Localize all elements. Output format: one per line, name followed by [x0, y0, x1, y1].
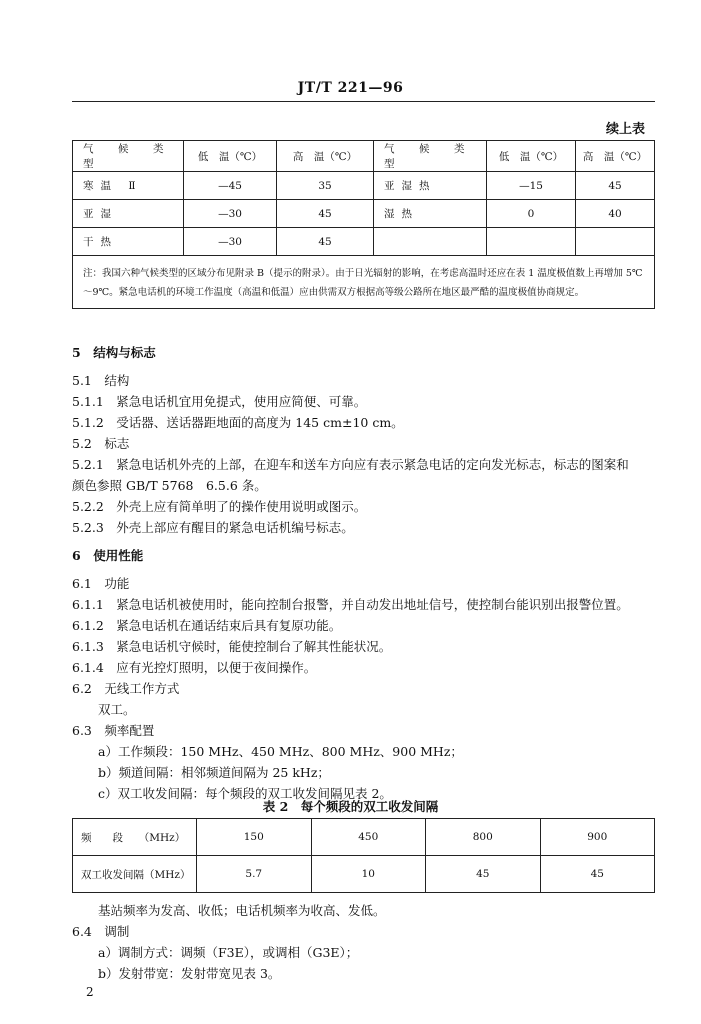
- table-cell: 0: [487, 200, 576, 228]
- table-header-row: [73, 141, 655, 172]
- clause-5-2-2: 5.2.2 外壳上应有简单明了的操作使用说明或图示。: [72, 499, 367, 514]
- clause-6-1-3: 6.1.3 紧急电话机守候时，能使控制台了解其性能状况。: [72, 639, 392, 654]
- table-cell: 800: [426, 819, 541, 856]
- duplex-spacing-table: [72, 818, 655, 893]
- section-6-title: 6 使用性能: [72, 548, 144, 563]
- table-cell: [374, 228, 487, 256]
- clause-6-3-a: a）工作频段：150 MHz、450 MHz、800 MHz、900 MHz；: [98, 744, 463, 759]
- clause-6-1-2: 6.1.2 紧急电话机在通话结束后具有复原功能。: [72, 618, 342, 633]
- clause-6-1-4: 6.1.4 应有光控灯照明，以便于夜间操作。: [72, 660, 317, 675]
- table-cell: 45: [576, 172, 655, 200]
- table-cell: 干热: [73, 228, 184, 256]
- table-cell: 频 段 （MHz）: [73, 819, 197, 856]
- table-cell: —30: [184, 200, 277, 228]
- clause-5-2-3: 5.2.3 外壳上部应有醒目的紧急电话机编号标志。: [72, 520, 354, 535]
- clause-6-1-1: 6.1.1 紧急电话机被使用时，能向控制台报警，并自动发出地址信号，使控制台能识别出报警位置。: [72, 597, 629, 612]
- clause-6-2-text: 双工。: [98, 702, 136, 717]
- table-row: [73, 819, 655, 856]
- clause-5-2-1: 5.2.1 紧急电话机外壳的上部，在迎车和送车方向应有表示紧急电话的定向发光标志，标志的图案和: [72, 457, 629, 472]
- table-cell: 湿热: [374, 200, 487, 228]
- table-header-cell: 气 候 类 型: [374, 141, 487, 172]
- document-code: JT/T 221—96: [297, 80, 404, 96]
- clause-6-4-b: b）发射带宽：发射带宽见表 3。: [98, 966, 281, 981]
- table-cell: 150: [197, 819, 312, 856]
- table-note: 注：我国六种气候类型的区域分布见附录 B（提示的附录）。由于日光辐射的影响，在考虑高温时还应在表 1 温度极值数上再增加 5℃～9℃。紧急电话机的环境工作温度（高温和低温）应由供需双方根据高等级公路所在地区最严酷的温度极值协商规定。: [73, 256, 655, 309]
- page-number: 2: [86, 985, 94, 999]
- table-row: [73, 856, 655, 893]
- table-cell: [576, 228, 655, 256]
- table-row: [73, 228, 655, 256]
- continued-label: 续上表: [605, 122, 645, 137]
- table-cell: —30: [184, 228, 277, 256]
- table-cell: 900: [540, 819, 655, 856]
- table-header-cell: 气 候 类 型: [73, 141, 184, 172]
- clause-6-4-a: a）调制方式：调频（F3E），或调相（G3E）；: [98, 945, 359, 960]
- table-cell: 10: [311, 856, 426, 893]
- section-5-title: 5 结构与标志: [72, 345, 156, 360]
- clause-6-4: 6.4 调制: [72, 924, 130, 939]
- table-cell: 双工收发间隔（MHz）: [73, 856, 197, 893]
- table-row: [73, 200, 655, 228]
- table-cell: 5.7: [197, 856, 312, 893]
- clause-5-2: 5.2 标志: [72, 436, 130, 451]
- frequency-note: 基站频率为发高、收低；电话机频率为收高、发低。: [98, 903, 386, 918]
- table-cell: 45: [277, 228, 374, 256]
- table-cell: [487, 228, 576, 256]
- climate-temperature-table: [72, 140, 655, 309]
- clause-5-2-1-cont: 颜色参照 GB/T 5768 6.5.6 条。: [72, 478, 267, 493]
- clause-5-1-1: 5.1.1 紧急电话机宜用免提式，使用应简便、可靠。: [72, 394, 367, 409]
- table-row: [73, 172, 655, 200]
- table-cell: 450: [311, 819, 426, 856]
- table-header-cell: 低 温（℃）: [487, 141, 576, 172]
- header-rule: [72, 101, 655, 102]
- table-header-cell: 高 温（℃）: [277, 141, 374, 172]
- table-cell: 亚湿: [73, 200, 184, 228]
- table-2-caption: 表 2 每个频段的双工收发间隔: [262, 799, 439, 814]
- table-cell: —15: [487, 172, 576, 200]
- table-cell: 寒温 Ⅱ: [73, 172, 184, 200]
- table-cell: 45: [277, 200, 374, 228]
- clause-6-3-c: c）双工收发间隔：每个频段的双工收发间隔见表 2。: [98, 786, 392, 801]
- clause-6-1: 6.1 功能: [72, 576, 130, 591]
- clause-5-1: 5.1 结构: [72, 373, 130, 388]
- clause-5-1-2: 5.1.2 受话器、送话器距地面的高度为 145 cm±10 cm。: [72, 415, 404, 430]
- table-cell: 亚湿热: [374, 172, 487, 200]
- table-cell: —45: [184, 172, 277, 200]
- table-header-cell: 高 温（℃）: [576, 141, 655, 172]
- table-cell: 45: [540, 856, 655, 893]
- table-header-cell: 低 温（℃）: [184, 141, 277, 172]
- table-cell: 45: [426, 856, 541, 893]
- table-cell: 40: [576, 200, 655, 228]
- clause-6-3-b: b）频道间隔：相邻频道间隔为 25 kHz；: [98, 765, 330, 780]
- clause-6-2: 6.2 无线工作方式: [72, 681, 180, 696]
- clause-6-3: 6.3 频率配置: [72, 723, 155, 738]
- table-cell: 35: [277, 172, 374, 200]
